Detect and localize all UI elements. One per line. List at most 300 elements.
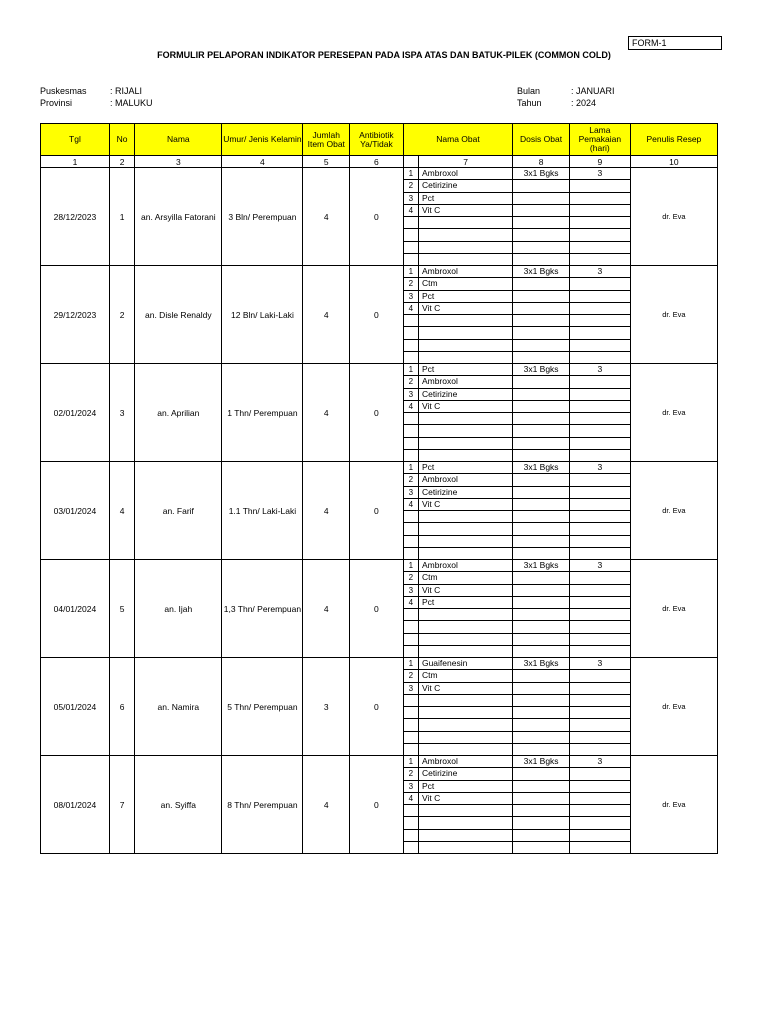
- table-row: [41, 560, 718, 572]
- table-row: [41, 168, 718, 180]
- tgl-cell: 08/01/2024: [41, 756, 110, 854]
- drug-index-cell: 2: [403, 768, 418, 780]
- duration-cell: [569, 339, 630, 351]
- col-num-5: 5: [303, 156, 350, 168]
- duration-cell: [569, 719, 630, 731]
- provinsi-value: : MALUKU: [110, 98, 153, 108]
- prescriber-cell: dr. Eva: [630, 266, 717, 364]
- duration-cell: [569, 498, 630, 510]
- report-table: [40, 123, 718, 854]
- duration-cell: [569, 596, 630, 608]
- drug-index-cell: 4: [403, 204, 418, 216]
- dose-cell: [513, 596, 570, 608]
- drug-index-cell: [403, 841, 418, 853]
- drug-index-cell: 1: [403, 658, 418, 670]
- drug-name-cell: [418, 817, 512, 829]
- drug-index-cell: [403, 743, 418, 755]
- duration-cell: [569, 217, 630, 229]
- dose-cell: [513, 523, 570, 535]
- drug-name-cell: Guaifenesin: [418, 658, 512, 670]
- column-number-row: [41, 156, 718, 168]
- header-tgl: Tgl: [41, 124, 110, 156]
- dose-cell: [513, 192, 570, 204]
- drug-index-cell: [403, 707, 418, 719]
- drug-name-cell: [418, 413, 512, 425]
- duration-cell: [569, 290, 630, 302]
- drug-name-cell: [418, 229, 512, 241]
- dose-cell: [513, 486, 570, 498]
- dose-cell: [513, 290, 570, 302]
- drug-name-cell: [418, 829, 512, 841]
- duration-cell: 3: [569, 560, 630, 572]
- drug-name-cell: [418, 694, 512, 706]
- age-gender-cell: 1 Thn/ Perempuan: [222, 364, 303, 462]
- drug-index-cell: 4: [403, 400, 418, 412]
- age-gender-cell: 8 Thn/ Perempuan: [222, 756, 303, 854]
- table-row: [41, 462, 718, 474]
- col-num-3: 3: [135, 156, 222, 168]
- duration-cell: [569, 523, 630, 535]
- item-count-cell: 4: [303, 266, 350, 364]
- dose-cell: [513, 449, 570, 461]
- drug-name-cell: Ctm: [418, 278, 512, 290]
- age-gender-cell: 3 Bln/ Perempuan: [222, 168, 303, 266]
- drug-name-cell: [418, 449, 512, 461]
- age-gender-cell: 1.1 Thn/ Laki-Laki: [222, 462, 303, 560]
- drug-name-cell: [418, 609, 512, 621]
- header-antibiotik: Antibiotik Ya/Tidak: [350, 124, 404, 156]
- form-code: FORM-1: [632, 38, 667, 48]
- duration-cell: [569, 817, 630, 829]
- patient-name-cell: an. Namira: [135, 658, 222, 756]
- dose-cell: [513, 474, 570, 486]
- no-cell: 1: [109, 168, 134, 266]
- drug-name-cell: Vit C: [418, 792, 512, 804]
- dose-cell: [513, 511, 570, 523]
- duration-cell: [569, 670, 630, 682]
- duration-cell: 3: [569, 168, 630, 180]
- dose-cell: [513, 682, 570, 694]
- drug-index-cell: 1: [403, 168, 418, 180]
- page-title: FORMULIR PELAPORAN INDIKATOR PERESEPAN PADA ISPA ATAS DAN BATUK-PILEK (COMMON COLD): [157, 50, 611, 60]
- duration-cell: [569, 425, 630, 437]
- table-row: [41, 658, 718, 670]
- drug-name-cell: [418, 351, 512, 363]
- drug-index-cell: [403, 645, 418, 657]
- header-dosis: Dosis Obat: [513, 124, 570, 156]
- dose-cell: [513, 719, 570, 731]
- duration-cell: [569, 327, 630, 339]
- bulan-label: Bulan: [517, 86, 541, 96]
- drug-index-cell: [403, 425, 418, 437]
- prescriber-cell: dr. Eva: [630, 168, 717, 266]
- drug-name-cell: Ambroxol: [418, 168, 512, 180]
- dose-cell: [513, 217, 570, 229]
- duration-cell: [569, 400, 630, 412]
- drug-name-cell: Vit C: [418, 204, 512, 216]
- drug-index-cell: [403, 621, 418, 633]
- col-num-6: 6: [350, 156, 404, 168]
- drug-index-cell: [403, 805, 418, 817]
- duration-cell: 3: [569, 364, 630, 376]
- duration-cell: [569, 841, 630, 853]
- drug-name-cell: [418, 805, 512, 817]
- drug-index-cell: 2: [403, 474, 418, 486]
- drug-name-cell: [418, 523, 512, 535]
- drug-name-cell: Ambroxol: [418, 560, 512, 572]
- drug-name-cell: [418, 731, 512, 743]
- drug-name-cell: Vit C: [418, 584, 512, 596]
- header-jumlah: Jumlah Item Obat: [303, 124, 350, 156]
- drug-index-cell: 3: [403, 192, 418, 204]
- duration-cell: [569, 486, 630, 498]
- drug-index-cell: 2: [403, 670, 418, 682]
- drug-index-cell: 1: [403, 364, 418, 376]
- duration-cell: [569, 253, 630, 265]
- duration-cell: [569, 388, 630, 400]
- antibiotic-cell: 0: [350, 364, 404, 462]
- drug-index-cell: [403, 217, 418, 229]
- item-count-cell: 4: [303, 560, 350, 658]
- drug-name-cell: Vit C: [418, 302, 512, 314]
- tahun-label: Tahun: [517, 98, 542, 108]
- duration-cell: 3: [569, 266, 630, 278]
- dose-cell: [513, 302, 570, 314]
- dose-cell: [513, 731, 570, 743]
- header-nama-obat: Nama Obat: [403, 124, 512, 156]
- drug-name-cell: Vit C: [418, 400, 512, 412]
- duration-cell: [569, 584, 630, 596]
- drug-name-cell: Pct: [418, 780, 512, 792]
- antibiotic-cell: 0: [350, 658, 404, 756]
- no-cell: 2: [109, 266, 134, 364]
- duration-cell: [569, 707, 630, 719]
- duration-cell: [569, 413, 630, 425]
- dose-cell: [513, 584, 570, 596]
- dose-cell: 3x1 Bgks: [513, 560, 570, 572]
- duration-cell: 3: [569, 756, 630, 768]
- duration-cell: [569, 645, 630, 657]
- drug-index-cell: [403, 633, 418, 645]
- dose-cell: [513, 241, 570, 253]
- drug-name-cell: Pct: [418, 596, 512, 608]
- duration-cell: [569, 829, 630, 841]
- drug-name-cell: [418, 339, 512, 351]
- duration-cell: [569, 792, 630, 804]
- dose-cell: [513, 229, 570, 241]
- drug-name-cell: [418, 841, 512, 853]
- no-cell: 6: [109, 658, 134, 756]
- tgl-cell: 28/12/2023: [41, 168, 110, 266]
- dose-cell: [513, 437, 570, 449]
- antibiotic-cell: 0: [350, 462, 404, 560]
- col-num-8: 8: [513, 156, 570, 168]
- col-num-1: 1: [41, 156, 110, 168]
- drug-name-cell: [418, 633, 512, 645]
- duration-cell: [569, 547, 630, 559]
- drug-index-cell: [403, 523, 418, 535]
- dose-cell: [513, 327, 570, 339]
- drug-name-cell: [418, 645, 512, 657]
- duration-cell: [569, 694, 630, 706]
- no-cell: 7: [109, 756, 134, 854]
- duration-cell: [569, 180, 630, 192]
- drug-name-cell: Pct: [418, 462, 512, 474]
- table-row: [41, 364, 718, 376]
- puskesmas-label: Puskesmas: [40, 86, 87, 96]
- dose-cell: [513, 743, 570, 755]
- dose-cell: 3x1 Bgks: [513, 462, 570, 474]
- antibiotic-cell: 0: [350, 168, 404, 266]
- duration-cell: [569, 572, 630, 584]
- no-cell: 4: [109, 462, 134, 560]
- patient-name-cell: an. Ijah: [135, 560, 222, 658]
- drug-index-cell: 4: [403, 302, 418, 314]
- drug-name-cell: Vit C: [418, 498, 512, 510]
- dose-cell: [513, 253, 570, 265]
- duration-cell: [569, 474, 630, 486]
- dose-cell: [513, 351, 570, 363]
- dose-cell: [513, 388, 570, 400]
- drug-name-cell: Ambroxol: [418, 376, 512, 388]
- duration-cell: [569, 780, 630, 792]
- no-cell: 3: [109, 364, 134, 462]
- drug-name-cell: [418, 535, 512, 547]
- dose-cell: [513, 792, 570, 804]
- puskesmas-value: : RIJALI: [110, 86, 143, 96]
- dose-cell: 3x1 Bgks: [513, 658, 570, 670]
- dose-cell: [513, 829, 570, 841]
- drug-name-cell: [418, 253, 512, 265]
- dose-cell: [513, 400, 570, 412]
- drug-name-cell: [418, 719, 512, 731]
- duration-cell: [569, 278, 630, 290]
- age-gender-cell: 5 Thn/ Perempuan: [222, 658, 303, 756]
- dose-cell: 3x1 Bgks: [513, 168, 570, 180]
- drug-index-cell: 2: [403, 180, 418, 192]
- drug-index-cell: [403, 327, 418, 339]
- drug-name-cell: Cetirizine: [418, 768, 512, 780]
- duration-cell: [569, 376, 630, 388]
- drug-name-cell: Ambroxol: [418, 756, 512, 768]
- antibiotic-cell: 0: [350, 756, 404, 854]
- item-count-cell: 3: [303, 658, 350, 756]
- drug-index-cell: [403, 829, 418, 841]
- drug-index-cell: [403, 229, 418, 241]
- tgl-cell: 05/01/2024: [41, 658, 110, 756]
- duration-cell: [569, 437, 630, 449]
- tgl-cell: 29/12/2023: [41, 266, 110, 364]
- dose-cell: [513, 204, 570, 216]
- dose-cell: [513, 670, 570, 682]
- header-lama: Lama Pemakaian (hari): [569, 124, 630, 156]
- col-num-2: 2: [109, 156, 134, 168]
- header-row: [41, 124, 718, 156]
- age-gender-cell: 12 Bln/ Laki-Laki: [222, 266, 303, 364]
- table-row: [41, 756, 718, 768]
- dose-cell: [513, 425, 570, 437]
- drug-index-cell: [403, 413, 418, 425]
- drug-index-cell: [403, 339, 418, 351]
- form-code-box: [628, 36, 722, 50]
- dose-cell: [513, 498, 570, 510]
- drug-name-cell: Ambroxol: [418, 474, 512, 486]
- drug-index-cell: [403, 535, 418, 547]
- item-count-cell: 4: [303, 756, 350, 854]
- drug-index-cell: [403, 241, 418, 253]
- drug-name-cell: [418, 437, 512, 449]
- drug-index-cell: 1: [403, 560, 418, 572]
- duration-cell: [569, 633, 630, 645]
- prescriber-cell: dr. Eva: [630, 756, 717, 854]
- drug-name-cell: Pct: [418, 290, 512, 302]
- drug-index-cell: [403, 449, 418, 461]
- drug-index-cell: 1: [403, 266, 418, 278]
- dose-cell: [513, 841, 570, 853]
- prescriber-cell: dr. Eva: [630, 462, 717, 560]
- item-count-cell: 4: [303, 364, 350, 462]
- dose-cell: [513, 768, 570, 780]
- dose-cell: [513, 805, 570, 817]
- drug-index-cell: 2: [403, 572, 418, 584]
- col-num-9: 9: [569, 156, 630, 168]
- duration-cell: [569, 621, 630, 633]
- drug-name-cell: [418, 621, 512, 633]
- bulan-value: : JANUARI: [571, 86, 615, 96]
- drug-name-cell: [418, 707, 512, 719]
- patient-name-cell: an. Syiffa: [135, 756, 222, 854]
- dose-cell: [513, 376, 570, 388]
- no-cell: 5: [109, 560, 134, 658]
- drug-index-cell: [403, 351, 418, 363]
- duration-cell: [569, 535, 630, 547]
- table-row: [41, 266, 718, 278]
- drug-index-cell: [403, 817, 418, 829]
- drug-name-cell: [418, 327, 512, 339]
- drug-name-cell: [418, 425, 512, 437]
- drug-name-cell: Ctm: [418, 572, 512, 584]
- prescriber-cell: dr. Eva: [630, 560, 717, 658]
- drug-name-cell: Cetirizine: [418, 180, 512, 192]
- drug-index-cell: 3: [403, 584, 418, 596]
- drug-name-cell: Cetirizine: [418, 388, 512, 400]
- dose-cell: [513, 278, 570, 290]
- drug-index-cell: 3: [403, 486, 418, 498]
- dose-cell: [513, 315, 570, 327]
- duration-cell: [569, 302, 630, 314]
- dose-cell: [513, 621, 570, 633]
- dose-cell: [513, 339, 570, 351]
- dose-cell: [513, 817, 570, 829]
- tgl-cell: 03/01/2024: [41, 462, 110, 560]
- duration-cell: 3: [569, 658, 630, 670]
- drug-index-cell: [403, 437, 418, 449]
- duration-cell: [569, 449, 630, 461]
- duration-cell: [569, 315, 630, 327]
- duration-cell: [569, 682, 630, 694]
- drug-index-cell: 3: [403, 780, 418, 792]
- drug-index-cell: 2: [403, 278, 418, 290]
- patient-name-cell: an. Aprilian: [135, 364, 222, 462]
- dose-cell: [513, 547, 570, 559]
- antibiotic-cell: 0: [350, 266, 404, 364]
- drug-name-cell: Cetirizine: [418, 486, 512, 498]
- drug-index-cell: 3: [403, 682, 418, 694]
- drug-name-cell: [418, 315, 512, 327]
- duration-cell: [569, 609, 630, 621]
- dose-cell: [513, 694, 570, 706]
- dose-cell: [513, 645, 570, 657]
- drug-index-cell: 3: [403, 290, 418, 302]
- dose-cell: 3x1 Bgks: [513, 756, 570, 768]
- patient-name-cell: an. Farif: [135, 462, 222, 560]
- drug-name-cell: Pct: [418, 192, 512, 204]
- drug-index-cell: [403, 694, 418, 706]
- drug-name-cell: [418, 743, 512, 755]
- dose-cell: 3x1 Bgks: [513, 266, 570, 278]
- header-nama: Nama: [135, 124, 222, 156]
- duration-cell: 3: [569, 462, 630, 474]
- drug-index-cell: 2: [403, 376, 418, 388]
- drug-name-cell: Vit C: [418, 682, 512, 694]
- drug-index-cell: 4: [403, 792, 418, 804]
- patient-name-cell: an. Arsyilla Fatorani: [135, 168, 222, 266]
- drug-index-cell: [403, 315, 418, 327]
- drug-index-cell: 4: [403, 596, 418, 608]
- item-count-cell: 4: [303, 462, 350, 560]
- dose-cell: [513, 413, 570, 425]
- drug-index-cell: 1: [403, 462, 418, 474]
- col-num-10: 10: [630, 156, 717, 168]
- col-num-4: 4: [222, 156, 303, 168]
- duration-cell: [569, 241, 630, 253]
- duration-cell: [569, 805, 630, 817]
- tgl-cell: 02/01/2024: [41, 364, 110, 462]
- prescriber-cell: dr. Eva: [630, 364, 717, 462]
- drug-name-cell: [418, 547, 512, 559]
- dose-cell: [513, 535, 570, 547]
- duration-cell: [569, 192, 630, 204]
- drug-name-cell: Pct: [418, 364, 512, 376]
- provinsi-label: Provinsi: [40, 98, 73, 108]
- drug-name-cell: [418, 217, 512, 229]
- prescriber-cell: dr. Eva: [630, 658, 717, 756]
- duration-cell: [569, 204, 630, 216]
- drug-index-cell: 3: [403, 388, 418, 400]
- dose-cell: [513, 707, 570, 719]
- duration-cell: [569, 731, 630, 743]
- dose-cell: [513, 572, 570, 584]
- duration-cell: [569, 351, 630, 363]
- tahun-value: : 2024: [571, 98, 597, 108]
- drug-index-cell: [403, 511, 418, 523]
- header-umur: Umur/ Jenis Kelamin: [222, 124, 303, 156]
- drug-index-cell: [403, 731, 418, 743]
- drug-index-cell: [403, 719, 418, 731]
- dose-cell: [513, 609, 570, 621]
- antibiotic-cell: 0: [350, 560, 404, 658]
- drug-index-cell: [403, 609, 418, 621]
- header-penulis: Penulis Resep: [630, 124, 717, 156]
- patient-name-cell: an. Disle Renaldy: [135, 266, 222, 364]
- drug-name-cell: [418, 511, 512, 523]
- duration-cell: [569, 229, 630, 241]
- duration-cell: [569, 768, 630, 780]
- drug-index-cell: [403, 253, 418, 265]
- dose-cell: [513, 633, 570, 645]
- drug-index-cell: 4: [403, 498, 418, 510]
- drug-index-cell: 1: [403, 756, 418, 768]
